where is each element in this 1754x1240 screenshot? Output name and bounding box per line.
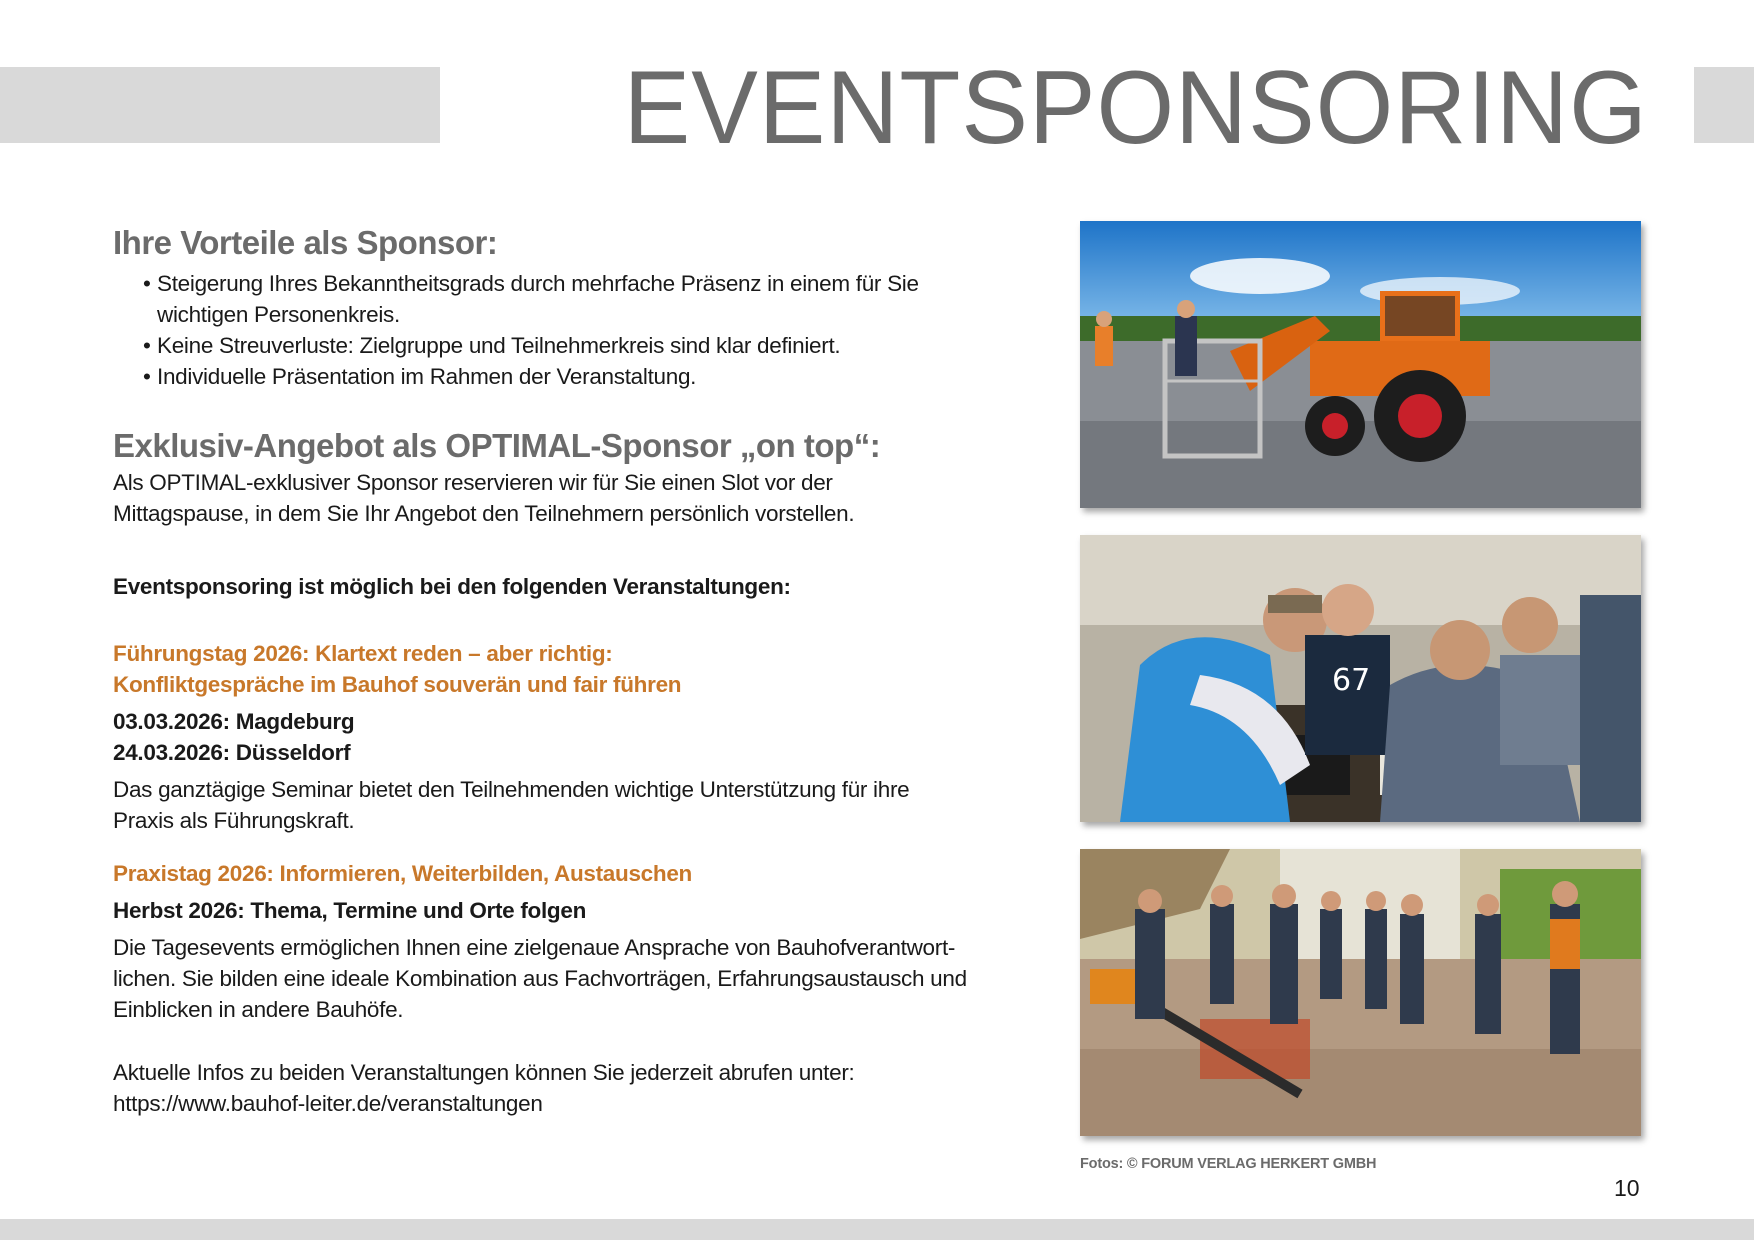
header-bar-right	[1694, 67, 1754, 143]
header-bar-left	[0, 67, 440, 143]
photo-workshop	[1080, 535, 1641, 822]
page-title: EVENTSPONSORING	[623, 50, 1648, 166]
footer-bar	[0, 1219, 1754, 1240]
benefits-heading: Ihre Vorteile als Sponsor:	[113, 224, 498, 261]
event1-description-line: Das ganztägige Seminar bietet den Teilnehmenden wichtige Unterstützung für ihre	[113, 777, 910, 802]
benefit-item: • Individuelle Präsentation im Rahmen der Veranstaltung.	[143, 361, 973, 392]
events-intro: Eventsponsoring ist möglich bei den folgenden Veranstaltungen:	[113, 574, 791, 599]
info-text: Aktuelle Infos zu beiden Veranstaltungen können Sie jederzeit abrufen unter:	[113, 1060, 855, 1085]
info-url: https://www.bauhof-leiter.de/veranstaltungen	[113, 1091, 543, 1116]
svg-text:67: 67	[1332, 663, 1371, 698]
event2-description-line: Einblicken in andere Bauhöfe.	[113, 997, 404, 1022]
event2-date: Herbst 2026: Thema, Termine und Orte folgen	[113, 898, 587, 923]
benefit-item: • Keine Streuverluste: Zielgruppe und Teilnehmerkreis sind klar definiert.	[143, 330, 973, 361]
photo-credit: Fotos: © FORUM VERLAG HERKERT GMBH	[1080, 1156, 1377, 1172]
event2-description-line: Die Tagesevents ermöglichen Ihnen eine zielgenaue Ansprache von Bauhofverantwort-	[113, 935, 956, 960]
event1-title-line: Führungstag 2026: Klartext reden – aber richtig:	[113, 641, 613, 666]
photo-outdoor-demo	[1080, 849, 1641, 1136]
event2-title: Praxistag 2026: Informieren, Weiterbilden, Austauschen	[113, 861, 692, 886]
main-content	[113, 222, 973, 1119]
event1-title-line: Konfliktgespräche im Bauhof souverän und fair führen	[113, 672, 682, 697]
benefits-list	[143, 268, 973, 392]
benefit-item: • Steigerung Ihres Bekanntheitsgrads durch mehrfache Präsenz in einem für Sie wichtigen Personenkreis.	[143, 268, 927, 330]
exclusive-heading: Exklusiv-Angebot als OPTIMAL-Sponsor „on top“:	[113, 427, 881, 464]
exclusive-text-line: Mittagspause, in dem Sie Ihr Angebot den Teilnehmern persönlich vorstellen.	[113, 501, 855, 526]
event1-date: 24.03.2026: Düsseldorf	[113, 740, 351, 765]
event1-description-line: Praxis als Führungskraft.	[113, 808, 355, 833]
event2-description-line: lichen. Sie bilden eine ideale Kombination aus Fachvorträgen, Erfahrungsaustausch und	[113, 966, 967, 991]
exclusive-text-line: Als OPTIMAL-exklusiver Sponsor reservieren wir für Sie einen Slot vor der	[113, 470, 833, 495]
page-number: 10	[1614, 1175, 1640, 1201]
event1-date: 03.03.2026: Magdeburg	[113, 709, 355, 734]
photo-tractor	[1080, 221, 1641, 508]
